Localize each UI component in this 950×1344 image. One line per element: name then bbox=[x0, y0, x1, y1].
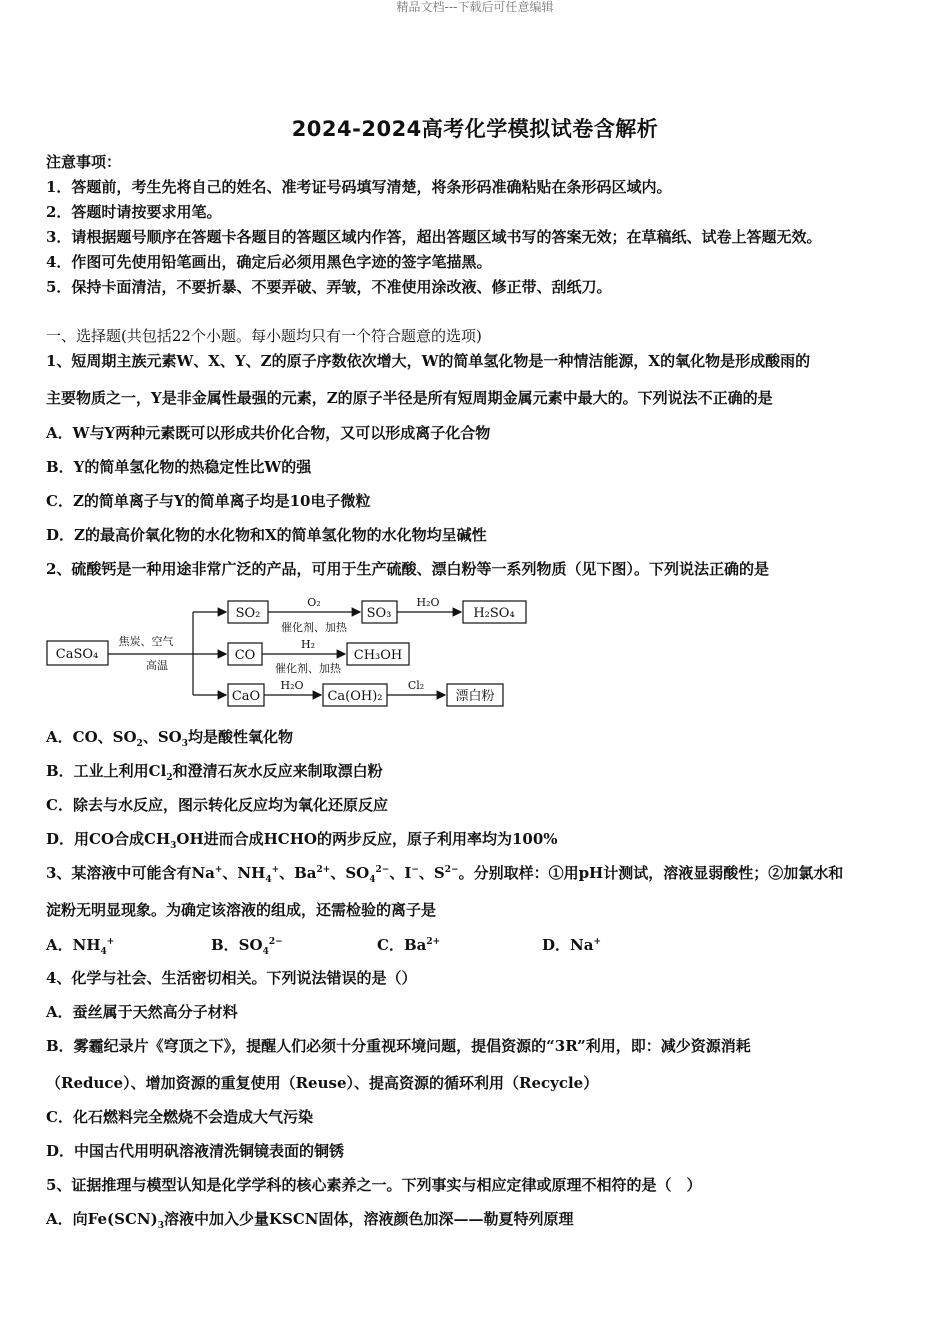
ch3oh-label: CH₃OH bbox=[353, 648, 403, 663]
q2-option-b: B．工业上利用$Cl_2$和澄清石灰水反应来制取漂白粉 bbox=[46, 762, 383, 783]
so3-label: SO₃ bbox=[366, 606, 392, 621]
notes-heading: 注意事项： bbox=[46, 153, 122, 171]
exam-title: 2024-2024高考化学模拟试卷含解析 bbox=[291, 117, 659, 141]
note-item: 2．答题时请按要求用笔。 bbox=[46, 203, 222, 221]
so2-label: SO₂ bbox=[235, 606, 261, 621]
h2-label: H₂ bbox=[300, 638, 316, 651]
q4-option-b-cont: （Reduce）、增加资源的重复使用（Reuse）、提高资源的循环利用（Recycle） bbox=[46, 1074, 599, 1092]
cl2-label: Cl₂ bbox=[407, 679, 425, 692]
note-item: 4．作图可先使用铅笔画出，确定后必须用黑色字迹的签字笔描黑。 bbox=[46, 253, 492, 271]
q5-option-a: A．向$Fe(SCN)_3$溶液中加入少量KSCN固体，溶液颜色加深——勒夏特列原理 bbox=[46, 1210, 574, 1231]
q2-flow-diagram bbox=[40, 592, 540, 718]
q4-stem: 4、化学与社会、生活密切相关。下列说法错误的是（） bbox=[46, 969, 417, 987]
caso4-label: CaSO₄ bbox=[55, 647, 99, 662]
q2-stem: 2、硫酸钙是一种用途非常广泛的产品，可用于生产硫酸、漂白粉等一系列物质（见下图）。下列说法正确的是 bbox=[46, 560, 769, 578]
q1-option-c: C．Z的简单离子与Y的简单离子均是10电子微粒 bbox=[46, 492, 371, 510]
note-item: 1．答题前，考生先将自己的姓名、准考证号码填写清楚，将条形码准确粘贴在条形码区域内。 bbox=[46, 178, 672, 196]
q3-option-a: A．$NH_4^+$ bbox=[46, 936, 115, 957]
cao-label: CaO bbox=[231, 689, 261, 704]
q1-option-a: A．W与Y两种元素既可以形成共价化合物，又可以形成离子化合物 bbox=[46, 424, 491, 442]
q1-option-b: B．Y的简单氢化物的热稳定性比W的强 bbox=[46, 458, 312, 476]
note-item: 5．保持卡面清洁，不要折暴、不要弄破、弄皱，不准使用涂改液、修正带、刮纸刀。 bbox=[46, 278, 612, 296]
q4-option-d: D．中国古代用明矾溶液清洗铜镜表面的铜锈 bbox=[46, 1142, 345, 1160]
q1-stem: 1、短周期主族元素W、X、Y、Z的原子序数依次增大，W的简单氢化物是一种情洁能源，X的氧化物是形成酸雨的 bbox=[46, 352, 811, 370]
o2-label: O₂ bbox=[307, 596, 321, 609]
q2-option-a: A．CO、$SO_2$、$SO_3$均是酸性氧化物 bbox=[46, 728, 293, 749]
note-item: 3．请根据题号顺序在答题卡各题目的答题区域内作答，超出答题区域书写的答案无效；在草稿纸、试卷上答题无效。 bbox=[46, 228, 822, 246]
water-label: H₂O bbox=[280, 679, 304, 692]
caoh2-label: Ca(OH)₂ bbox=[327, 689, 383, 704]
q3-stem: 3、某溶液中可能含有Na+、$NH_4^+$、$Ba^{2+}$、$SO_4^{2-}$、I−、$S^{2-}$。分别取样：①用pH计测试，溶液显弱酸性；②加氯水和 bbox=[46, 864, 844, 885]
q4-option-b: B．雾霾纪录片《穹顶之下》，提醒人们必须十分重视环境问题，提倡资源的“3R”利用，即：减少资源消耗 bbox=[46, 1037, 751, 1055]
q3-option-b: B．$SO_4^{2-}$ bbox=[211, 936, 283, 957]
bleach-label: 漂白粉 bbox=[455, 689, 495, 704]
q4-option-a: A．蚕丝属于天然高分子材料 bbox=[46, 1003, 238, 1021]
condition-temp: 高温 bbox=[146, 659, 168, 672]
co-label: CO bbox=[234, 648, 256, 663]
q3-option-d: D．Na+ bbox=[542, 936, 601, 954]
catalyst-label: 催化剂、加热 bbox=[275, 662, 341, 675]
q1-stem-cont: 主要物质之一，Y是非金属性最强的元素，Z的原子半径是所有短周期金属元素中最大的。下列说法不正确的是 bbox=[46, 389, 773, 407]
section-heading: 一、选择题(共包括22个小题。每小题均只有一个符合题意的选项) bbox=[46, 327, 482, 345]
q5-stem: 5、证据推理与模型认知是化学学科的核心素养之一。下列事实与相应定律或原理不相符的是（ ） bbox=[46, 1176, 702, 1194]
q3-option-c: C．$Ba^{2+}$ bbox=[377, 936, 441, 954]
q3-stem-cont: 淀粉无明显现象。为确定该溶液的组成，还需检验的离子是 bbox=[46, 901, 437, 919]
page-header: 精品文档---下载后可任意编辑 bbox=[396, 0, 554, 14]
water-label: H₂O bbox=[416, 596, 440, 609]
q2-option-c: C．除去与水反应，图示转化反应均为氧化还原反应 bbox=[46, 796, 388, 814]
catalyst-label: 催化剂、加热 bbox=[281, 621, 347, 634]
h2so4-label: H₂SO₄ bbox=[473, 606, 515, 621]
q2-option-d: D．用CO合成$CH_3OH$进而合成HCHO的两步反应，原子利用率均为100% bbox=[46, 830, 558, 851]
condition-reagent: 焦炭、空气 bbox=[118, 635, 174, 648]
q4-option-c: C．化石燃料完全燃烧不会造成大气污染 bbox=[46, 1108, 313, 1126]
q1-option-d: D．Z的最高价氧化物的水化物和X的简单氢化物的水化物均呈碱性 bbox=[46, 526, 487, 544]
